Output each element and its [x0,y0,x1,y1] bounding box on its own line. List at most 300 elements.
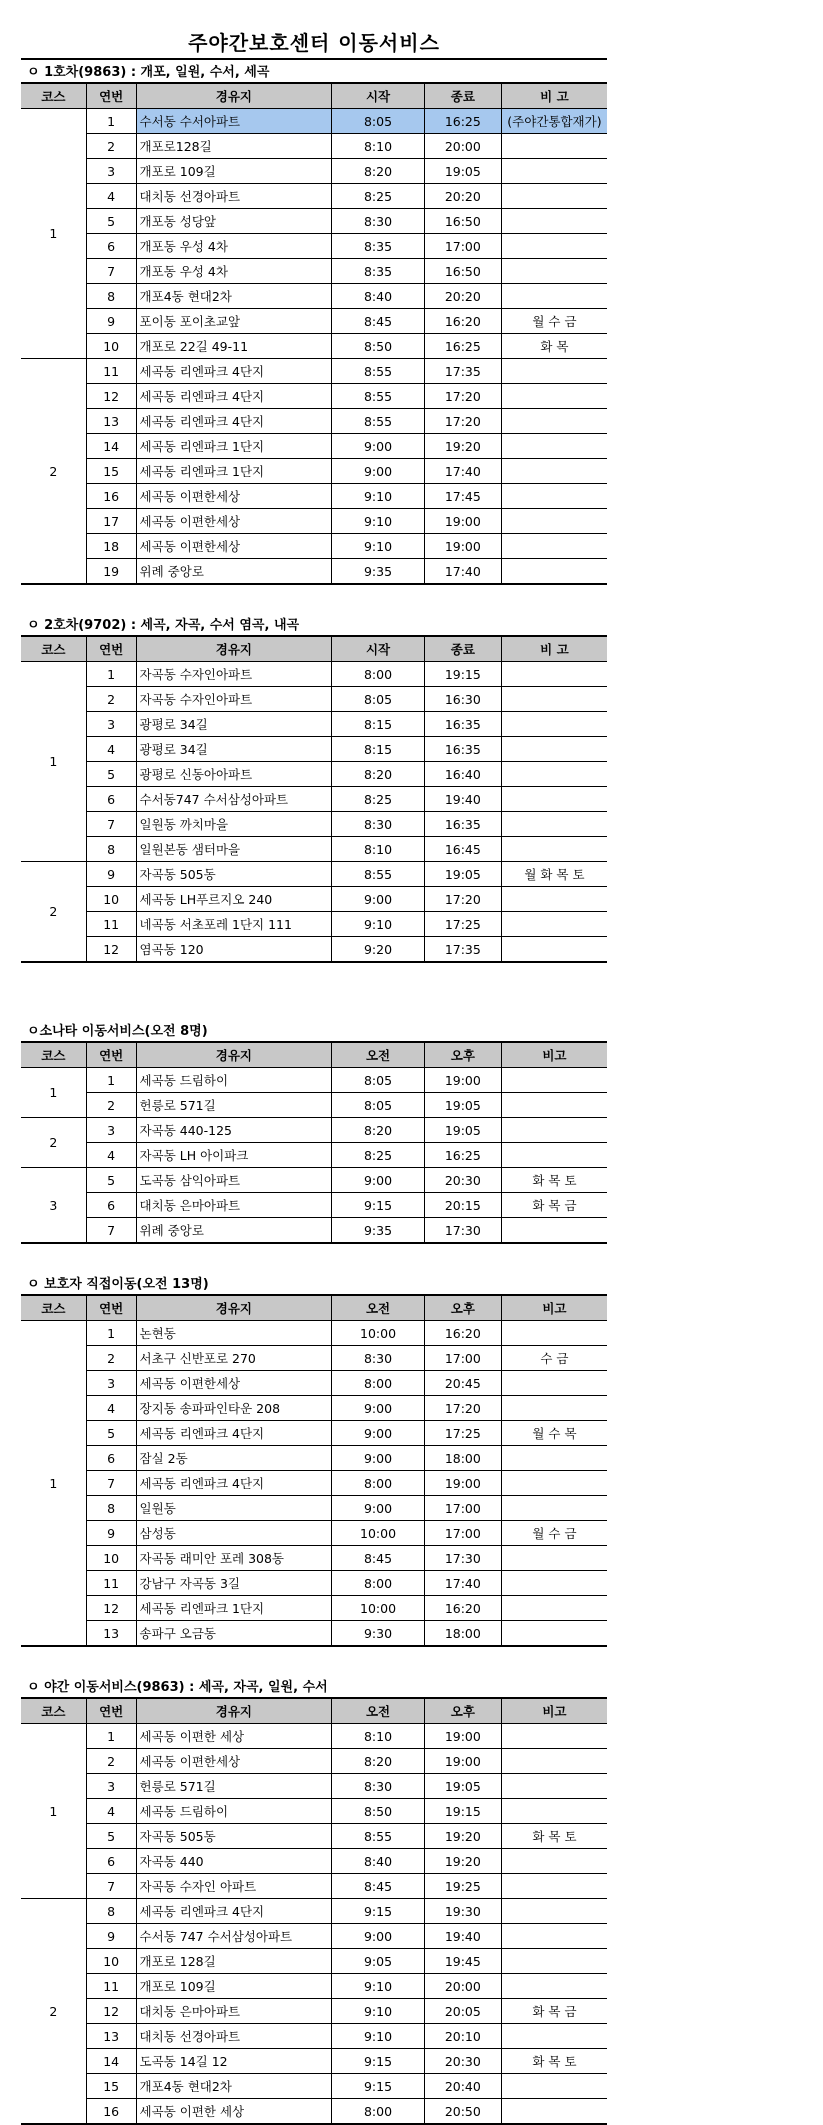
seq-cell: 9 [86,309,136,334]
note-cell [501,1396,607,1421]
end-time-cell: 18:00 [424,1446,501,1471]
seq-cell: 1 [86,109,136,134]
seq-cell: 1 [86,662,136,687]
table-row [21,1571,607,1596]
note-cell [501,1143,607,1168]
note-cell [501,1218,607,1244]
table-row [21,1521,607,1546]
column-header: 오전 [332,1698,425,1724]
schedule-table [21,1697,607,2125]
seq-cell: 15 [86,459,136,484]
route-stop-cell: 광평로 34길 [136,712,332,737]
route-stop-cell: 개포로 109길 [136,159,332,184]
column-header: 비고 [501,1042,607,1068]
end-time-cell: 20:00 [424,134,501,159]
end-time-cell: 16:20 [424,1596,501,1621]
end-time-cell: 20:30 [424,2049,501,2074]
table-row [21,1471,607,1496]
header-row [21,1698,607,1724]
note-cell [501,534,607,559]
column-header: 경유지 [136,1042,332,1068]
start-time-cell: 10:00 [332,1596,425,1621]
start-time-cell: 9:10 [332,912,425,937]
column-header: 연번 [86,636,136,662]
end-time-cell: 19:00 [424,534,501,559]
end-time-cell: 19:15 [424,1799,501,1824]
end-time-cell: 19:05 [424,1118,501,1143]
start-time-cell: 8:20 [332,159,425,184]
end-time-cell: 17:40 [424,1571,501,1596]
schedule-table [21,635,607,963]
note-cell [501,284,607,309]
seq-cell: 2 [86,1093,136,1118]
end-time-cell: 19:20 [424,1824,501,1849]
route-stop-cell: 세곡동 리엔파크 1단지 [136,434,332,459]
route-stop-cell: 세곡동 LH푸르지오 240 [136,887,332,912]
route-stop-cell: 헌릉로 571길 [136,1093,332,1118]
seq-cell: 4 [86,1143,136,1168]
table-row [21,1774,607,1799]
route-stop-cell: 세곡동 리엔파크 4단지 [136,409,332,434]
note-cell [501,1446,607,1471]
column-header: 경유지 [136,636,332,662]
note-cell: 월 수 금 [501,1521,607,1546]
end-time-cell: 19:20 [424,434,501,459]
table-row [21,712,607,737]
start-time-cell: 8:05 [332,687,425,712]
page-title: 주야간보호센터 이동서비스 [21,20,607,60]
route-stop-cell: 포이동 포이초교앞 [136,309,332,334]
table-row [21,737,607,762]
seq-cell: 13 [86,1621,136,1647]
end-time-cell: 19:05 [424,862,501,887]
start-time-cell: 8:45 [332,1874,425,1899]
seq-cell: 6 [86,1849,136,1874]
end-time-cell: 20:45 [424,1371,501,1396]
sections-container [21,62,607,2125]
start-time-cell: 8:45 [332,309,425,334]
section [21,615,607,963]
seq-cell: 11 [86,359,136,384]
route-stop-cell: 광평로 34길 [136,737,332,762]
column-header: 연번 [86,1295,136,1321]
route-stop-cell: 개포동 우성 4차 [136,234,332,259]
seq-cell: 2 [86,1346,136,1371]
end-time-cell: 19:40 [424,787,501,812]
route-stop-cell: 자곡동 440 [136,1849,332,1874]
note-cell [501,1899,607,1924]
table-row [21,787,607,812]
route-stop-cell: 강남구 자곡동 3길 [136,1571,332,1596]
end-time-cell: 18:00 [424,1621,501,1647]
end-time-cell: 20:05 [424,1999,501,2024]
seq-cell: 12 [86,937,136,963]
table-row [21,1546,607,1571]
start-time-cell: 8:30 [332,1346,425,1371]
note-cell: 화 목 토 [501,1824,607,1849]
end-time-cell: 20:50 [424,2099,501,2125]
end-time-cell: 16:25 [424,334,501,359]
start-time-cell: 10:00 [332,1321,425,1346]
column-header: 오후 [424,1698,501,1724]
table-row [21,662,607,687]
table-row [21,184,607,209]
start-time-cell: 9:00 [332,887,425,912]
note-cell [501,434,607,459]
end-time-cell: 19:00 [424,1749,501,1774]
table-row [21,2049,607,2074]
column-header: 비고 [501,1698,607,1724]
route-stop-cell: 수서동747 수서삼성아파트 [136,787,332,812]
table-row [21,484,607,509]
table-row [21,887,607,912]
end-time-cell: 20:10 [424,2024,501,2049]
column-header: 오전 [332,1295,425,1321]
note-cell [501,509,607,534]
course-cell: 2 [21,1118,86,1168]
seq-cell: 18 [86,534,136,559]
start-time-cell: 9:10 [332,484,425,509]
note-cell [501,812,607,837]
course-cell: 2 [21,359,86,585]
seq-cell: 5 [86,1421,136,1446]
route-stop-cell: 염곡동 120 [136,937,332,963]
section-title: ㅇ 보호자 직접이동(오전 13명) [27,1277,209,1292]
note-cell [501,1118,607,1143]
header-row [21,83,607,109]
seq-cell: 6 [86,787,136,812]
route-stop-cell: 세곡동 리엔파크 4단지 [136,1471,332,1496]
note-cell [501,2024,607,2049]
seq-cell: 10 [86,887,136,912]
note-cell: 화 목 금 [501,1193,607,1218]
seq-cell: 8 [86,1496,136,1521]
seq-cell: 5 [86,762,136,787]
schedule-table [21,1294,607,1647]
start-time-cell: 9:00 [332,1446,425,1471]
note-cell [501,1471,607,1496]
note-cell [501,1774,607,1799]
route-stop-cell: 자곡동 수자인아파트 [136,687,332,712]
table-row [21,409,607,434]
column-header: 비 고 [501,636,607,662]
table-row [21,459,607,484]
table-row [21,359,607,384]
column-header: 연번 [86,1042,136,1068]
table-row [21,1168,607,1193]
table-row [21,762,607,787]
start-time-cell: 8:05 [332,1068,425,1093]
section-title: ㅇ 2호차(9702) : 세곡, 자곡, 수서 염곡, 내곡 [27,618,300,633]
seq-cell: 14 [86,434,136,459]
end-time-cell: 16:20 [424,1321,501,1346]
end-time-cell: 17:20 [424,887,501,912]
start-time-cell: 8:20 [332,1749,425,1774]
note-cell [501,762,607,787]
table-row [21,1874,607,1899]
end-time-cell: 17:00 [424,234,501,259]
note-cell [501,1093,607,1118]
end-time-cell: 16:50 [424,209,501,234]
table-row [21,1218,607,1244]
end-time-cell: 17:25 [424,912,501,937]
route-stop-cell: 세곡동 드림하이 [136,1068,332,1093]
seq-cell: 8 [86,837,136,862]
route-stop-cell: 개포4동 현대2차 [136,2074,332,2099]
start-time-cell: 8:20 [332,1118,425,1143]
note-cell [501,234,607,259]
route-stop-cell: 자곡동 LH 아이파크 [136,1143,332,1168]
header-row [21,636,607,662]
column-header: 종료 [424,83,501,109]
start-time-cell: 9:05 [332,1949,425,1974]
end-time-cell: 17:45 [424,484,501,509]
table-row [21,509,607,534]
seq-cell: 12 [86,384,136,409]
seq-cell: 9 [86,1521,136,1546]
end-time-cell: 16:35 [424,712,501,737]
start-time-cell: 8:55 [332,862,425,887]
start-time-cell: 8:00 [332,1371,425,1396]
table-row [21,384,607,409]
end-time-cell: 19:20 [424,1849,501,1874]
table-row [21,687,607,712]
table-row [21,1396,607,1421]
route-stop-cell: 세곡동 드림하이 [136,1799,332,1824]
start-time-cell: 8:55 [332,359,425,384]
start-time-cell: 8:55 [332,384,425,409]
route-stop-cell: 위례 중앙로 [136,559,332,585]
end-time-cell: 17:40 [424,459,501,484]
route-stop-cell: 세곡동 이편한세상 [136,1371,332,1396]
note-cell [501,1749,607,1774]
seq-cell: 8 [86,1899,136,1924]
note-cell [501,484,607,509]
table-row [21,837,607,862]
note-cell [501,359,607,384]
start-time-cell: 8:15 [332,737,425,762]
end-time-cell: 19:00 [424,1068,501,1093]
note-cell [501,887,607,912]
table-row [21,937,607,963]
document [21,20,607,2125]
seq-cell: 10 [86,1546,136,1571]
seq-cell: 13 [86,2024,136,2049]
end-time-cell: 16:30 [424,687,501,712]
seq-cell: 9 [86,1924,136,1949]
route-stop-cell: 세곡동 리엔파크 4단지 [136,1899,332,1924]
start-time-cell: 9:10 [332,509,425,534]
column-header: 시작 [332,636,425,662]
end-time-cell: 16:35 [424,737,501,762]
column-header: 비 고 [501,83,607,109]
end-time-cell: 19:00 [424,1724,501,1749]
note-cell [501,559,607,585]
note-cell [501,937,607,963]
table-row [21,1068,607,1093]
note-cell: 월 수 금 [501,309,607,334]
start-time-cell: 9:10 [332,534,425,559]
course-cell: 1 [21,1724,86,1899]
table-row [21,434,607,459]
end-time-cell: 20:20 [424,184,501,209]
end-time-cell: 17:00 [424,1346,501,1371]
table-row [21,1446,607,1471]
seq-cell: 3 [86,1371,136,1396]
end-time-cell: 19:25 [424,1874,501,1899]
end-time-cell: 17:25 [424,1421,501,1446]
start-time-cell: 9:15 [332,1899,425,1924]
note-cell: 화 목 [501,334,607,359]
start-time-cell: 8:55 [332,409,425,434]
start-time-cell: 9:00 [332,1496,425,1521]
section-title: ㅇ 1호차(9863) : 개포, 일원, 수서, 세곡 [27,65,270,80]
note-cell [501,1799,607,1824]
note-cell [501,259,607,284]
route-stop-cell: 세곡동 리엔파크 1단지 [136,1596,332,1621]
table-row [21,1621,607,1647]
note-cell [501,1924,607,1949]
end-time-cell: 19:00 [424,1471,501,1496]
table-row [21,534,607,559]
start-time-cell: 9:15 [332,2049,425,2074]
start-time-cell: 9:00 [332,434,425,459]
seq-cell: 1 [86,1321,136,1346]
table-row [21,1799,607,1824]
route-stop-cell: 위례 중앙로 [136,1218,332,1244]
seq-cell: 7 [86,1218,136,1244]
start-time-cell: 9:35 [332,559,425,585]
end-time-cell: 17:40 [424,559,501,585]
start-time-cell: 9:00 [332,1396,425,1421]
table-row [21,1143,607,1168]
start-time-cell: 8:30 [332,1774,425,1799]
note-cell [501,912,607,937]
start-time-cell: 9:10 [332,1999,425,2024]
table-row [21,334,607,359]
note-cell [501,1874,607,1899]
note-cell: 월 수 목 [501,1421,607,1446]
seq-cell: 10 [86,1949,136,1974]
table-row [21,862,607,887]
end-time-cell: 17:00 [424,1521,501,1546]
table-row [21,1724,607,1749]
seq-cell: 2 [86,134,136,159]
note-cell [501,134,607,159]
end-time-cell: 20:00 [424,1974,501,1999]
start-time-cell: 9:35 [332,1218,425,1244]
table-row [21,159,607,184]
table-row [21,234,607,259]
column-header: 경유지 [136,1295,332,1321]
note-cell [501,1496,607,1521]
course-cell: 1 [21,662,86,862]
start-time-cell: 9:30 [332,1621,425,1647]
table-row [21,2024,607,2049]
start-time-cell: 9:00 [332,459,425,484]
start-time-cell: 8:30 [332,812,425,837]
start-time-cell: 8:00 [332,662,425,687]
table-row [21,1321,607,1346]
table-row [21,134,607,159]
note-cell [501,1571,607,1596]
start-time-cell: 8:00 [332,2099,425,2125]
seq-cell: 4 [86,737,136,762]
table-row [21,1924,607,1949]
end-time-cell: 17:35 [424,359,501,384]
route-stop-cell: 세곡동 리엔파크 4단지 [136,359,332,384]
route-stop-cell: 개포동 성당앞 [136,209,332,234]
seq-cell: 17 [86,509,136,534]
route-stop-cell: 자곡동 440-125 [136,1118,332,1143]
section [21,62,607,585]
route-stop-cell: 도곡동 14길 12 [136,2049,332,2074]
note-cell [501,209,607,234]
route-stop-cell: 세곡동 리엔파크 1단지 [136,459,332,484]
seq-cell: 2 [86,687,136,712]
seq-cell: 7 [86,259,136,284]
route-stop-cell: 자곡동 수자인 아파트 [136,1874,332,1899]
seq-cell: 4 [86,1396,136,1421]
note-cell [501,1596,607,1621]
end-time-cell: 20:15 [424,1193,501,1218]
table-row [21,812,607,837]
start-time-cell: 8:05 [332,1093,425,1118]
seq-cell: 15 [86,2074,136,2099]
route-stop-cell: 대치동 선경아파트 [136,184,332,209]
end-time-cell: 19:05 [424,1774,501,1799]
route-stop-cell: 세곡동 리엔파크 4단지 [136,384,332,409]
note-cell: (주야간통합재가) [501,109,607,134]
end-time-cell: 17:35 [424,937,501,963]
note-cell [501,787,607,812]
note-cell [501,159,607,184]
note-cell [501,662,607,687]
section [21,1677,607,2125]
route-stop-cell: 세곡동 리엔파크 4단지 [136,1421,332,1446]
column-header: 연번 [86,1698,136,1724]
start-time-cell: 8:45 [332,1546,425,1571]
start-time-cell: 8:40 [332,1849,425,1874]
note-cell [501,1724,607,1749]
seq-cell: 6 [86,1446,136,1471]
note-cell [501,1321,607,1346]
route-stop-cell: 장지동 송파파인타운 208 [136,1396,332,1421]
end-time-cell: 16:45 [424,837,501,862]
start-time-cell: 8:50 [332,1799,425,1824]
note-cell: 월 화 목 토 [501,862,607,887]
table-row [21,209,607,234]
route-stop-cell: 개포4동 현대2차 [136,284,332,309]
course-cell: 1 [21,1321,86,1647]
seq-cell: 11 [86,912,136,937]
end-time-cell: 19:30 [424,1899,501,1924]
end-time-cell: 20:20 [424,284,501,309]
seq-cell: 7 [86,1471,136,1496]
end-time-cell: 17:20 [424,384,501,409]
column-header: 코스 [21,1042,86,1068]
route-stop-cell: 헌릉로 571길 [136,1774,332,1799]
start-time-cell: 9:00 [332,1924,425,1949]
seq-cell: 6 [86,1193,136,1218]
start-time-cell: 9:10 [332,2024,425,2049]
route-stop-cell: 개포로 22길 49-11 [136,334,332,359]
header-row [21,1295,607,1321]
route-stop-cell: 네곡동 서초포레 1단지 111 [136,912,332,937]
route-stop-cell: 수서동 수서아파트 [136,109,332,134]
end-time-cell: 19:05 [424,1093,501,1118]
note-cell [501,409,607,434]
